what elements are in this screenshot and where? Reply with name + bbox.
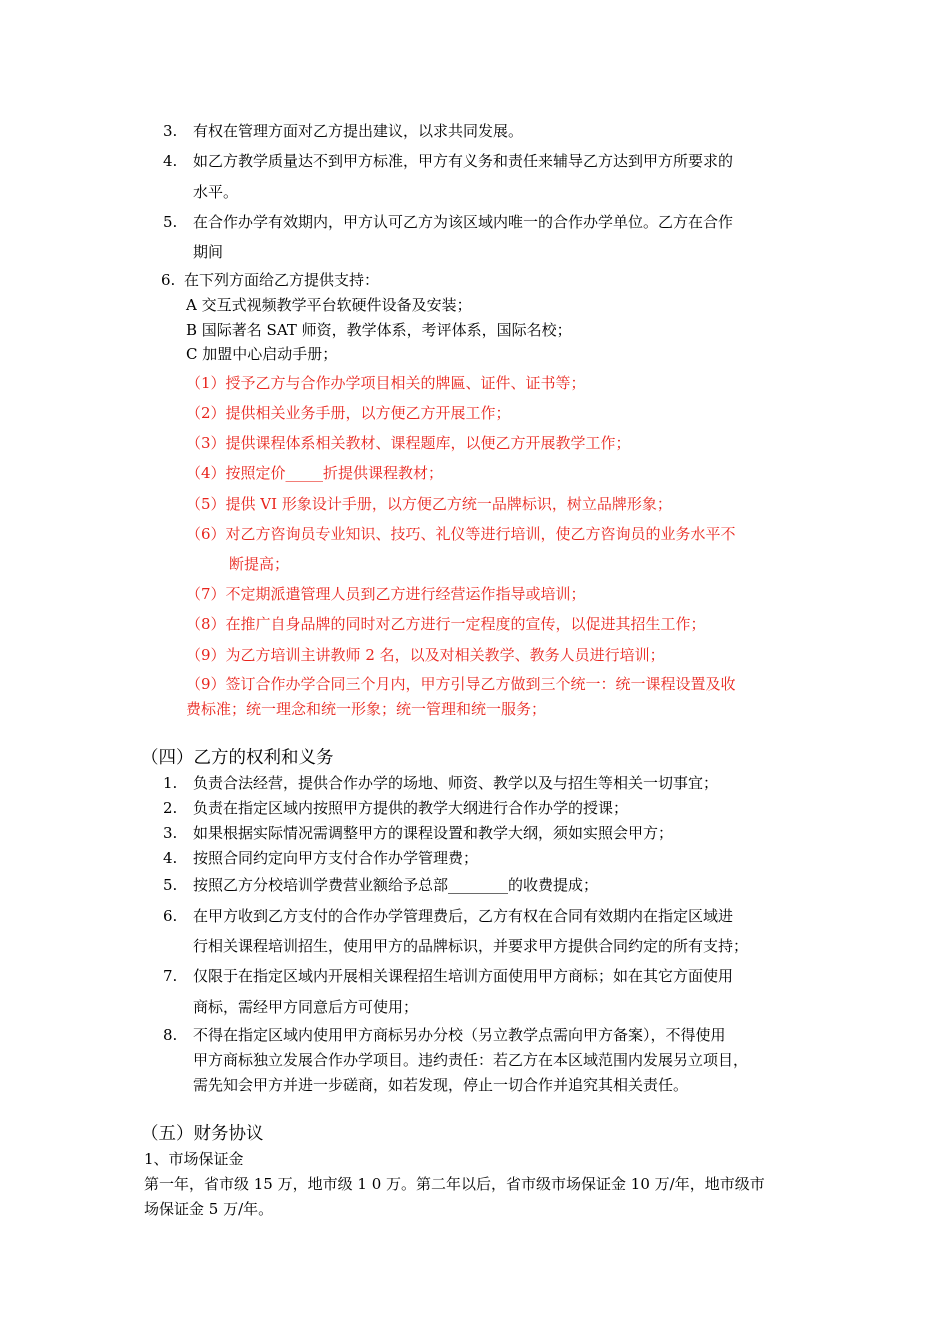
list-number: 6. (161, 271, 176, 289)
list-number: 4. (163, 849, 178, 867)
support-item: （2）提供相关业务手册，以方便乙方开展工作； (186, 404, 511, 422)
list-item-text: 行相关课程培训招生，使用甲方的品牌标识，并要求甲方提供合同约定的所有支持； (193, 937, 749, 955)
support-item: （1）授予乙方与合作办学项目相关的牌匾、证件、证书等； (186, 374, 586, 392)
list-number: 4. (163, 152, 178, 170)
support-letter-item: A 交互式视频教学平台软硬件设备及安装； (186, 296, 472, 314)
list-item-text: 仅限于在指定区域内开展相关课程招生培训方面使用甲方商标；如在其它方面使用 (193, 967, 734, 985)
support-item: （3）提供课程体系相关教材、课程题库，以便乙方开展教学工作； (186, 434, 631, 452)
list-item-text: 需先知会甲方并进一步磋商，如若发现，停止一切合作并追究其相关责任。 (193, 1076, 689, 1094)
list-item-text: 在下列方面给乙方提供支持： (184, 271, 380, 289)
support-letter-item: C 加盟中心启动手册； (186, 345, 338, 363)
list-number: 8. (163, 1026, 178, 1044)
list-number: 5. (163, 876, 178, 894)
list-number: 3. (163, 824, 178, 842)
list-item-text: 期间 (193, 243, 224, 261)
paragraph-line: 场保证金 5 万/年。 (144, 1200, 274, 1218)
support-item: （7）不定期派遣管理人员到乙方进行经营运作指导或培训； (186, 585, 586, 603)
support-item: （4）按照定价_____折提供课程教材； (186, 464, 444, 482)
list-item-text: 甲方商标独立发展合作办学项目。违约责任：若乙方在本区域范围内发展另立项目， (193, 1051, 749, 1069)
support-item: 断提高； (229, 555, 290, 573)
list-item-text: 按照乙方分校培训学费营业额给予总部________的收费提成； (193, 876, 599, 894)
support-letter-item: B 国际著名 SAT 师资，教学体系，考评体系，国际名校； (186, 321, 572, 339)
section-heading: （五）财务协议 (141, 1124, 264, 1144)
list-item-text: 如果根据实际情况需调整甲方的课程设置和教学大纲，须如实照会甲方； (193, 824, 674, 842)
list-item-text: 有权在管理方面对乙方提出建议，以求共同发展。 (193, 122, 524, 140)
support-item: （9）签订合作办学合同三个月内，甲方引导乙方做到三个统一：统一课程设置及收 (186, 675, 736, 693)
list-number: 3. (163, 122, 178, 140)
list-number: 2. (163, 799, 178, 817)
list-item-text: 商标，需经甲方同意后方可使用； (193, 998, 419, 1016)
list-number: 5. (163, 213, 178, 231)
subsection-title: 1、市场保证金 (144, 1150, 244, 1168)
list-number: 6. (163, 907, 178, 925)
support-item: （5）提供 VI 形象设计手册，以方便乙方统一品牌标识，树立品牌形象； (186, 495, 672, 513)
section-heading: （四）乙方的权利和义务 (141, 748, 334, 768)
list-item-text: 如乙方教学质量达不到甲方标准，甲方有义务和责任来辅导乙方达到甲方所要求的 (193, 152, 734, 170)
list-number: 1. (163, 774, 178, 792)
list-item-text: 在甲方收到乙方支付的合作办学管理费后，乙方有权在合同有效期内在指定区域进 (193, 907, 734, 925)
support-item: （6）对乙方咨询员专业知识、技巧、礼仪等进行培训，使乙方咨询员的业务水平不 (186, 525, 736, 543)
list-item-text: 负责合法经营，提供合作办学的场地、师资、教学以及与招生等相关一切事宜； (193, 774, 719, 792)
support-item: 费标准；统一理念和统一形象；统一管理和统一服务； (186, 700, 547, 718)
list-item-text: 负责在指定区域内按照甲方提供的教学大纲进行合作办学的授课； (193, 799, 629, 817)
list-item-text: 按照合同约定向甲方支付合作办学管理费； (193, 849, 479, 867)
support-item: （9）为乙方培训主讲教师 2 名，以及对相关教学、教务人员进行培训； (186, 646, 665, 664)
paragraph-line: 第一年，省市级 15 万，地市级 1 0 万。第二年以后，省市级市场保证金 10 万/年，地市级市 (144, 1175, 765, 1193)
list-item-text: 水平。 (193, 183, 239, 201)
support-item: （8）在推广自身品牌的同时对乙方进行一定程度的宣传，以促进其招生工作； (186, 615, 706, 633)
list-item-text: 在合作办学有效期内，甲方认可乙方为该区域内唯一的合作办学单位。乙方在合作 (193, 213, 734, 231)
list-item-text: 不得在指定区域内使用甲方商标另办分校（另立教学点需向甲方备案），不得使用 (193, 1026, 726, 1044)
list-number: 7. (163, 967, 178, 985)
